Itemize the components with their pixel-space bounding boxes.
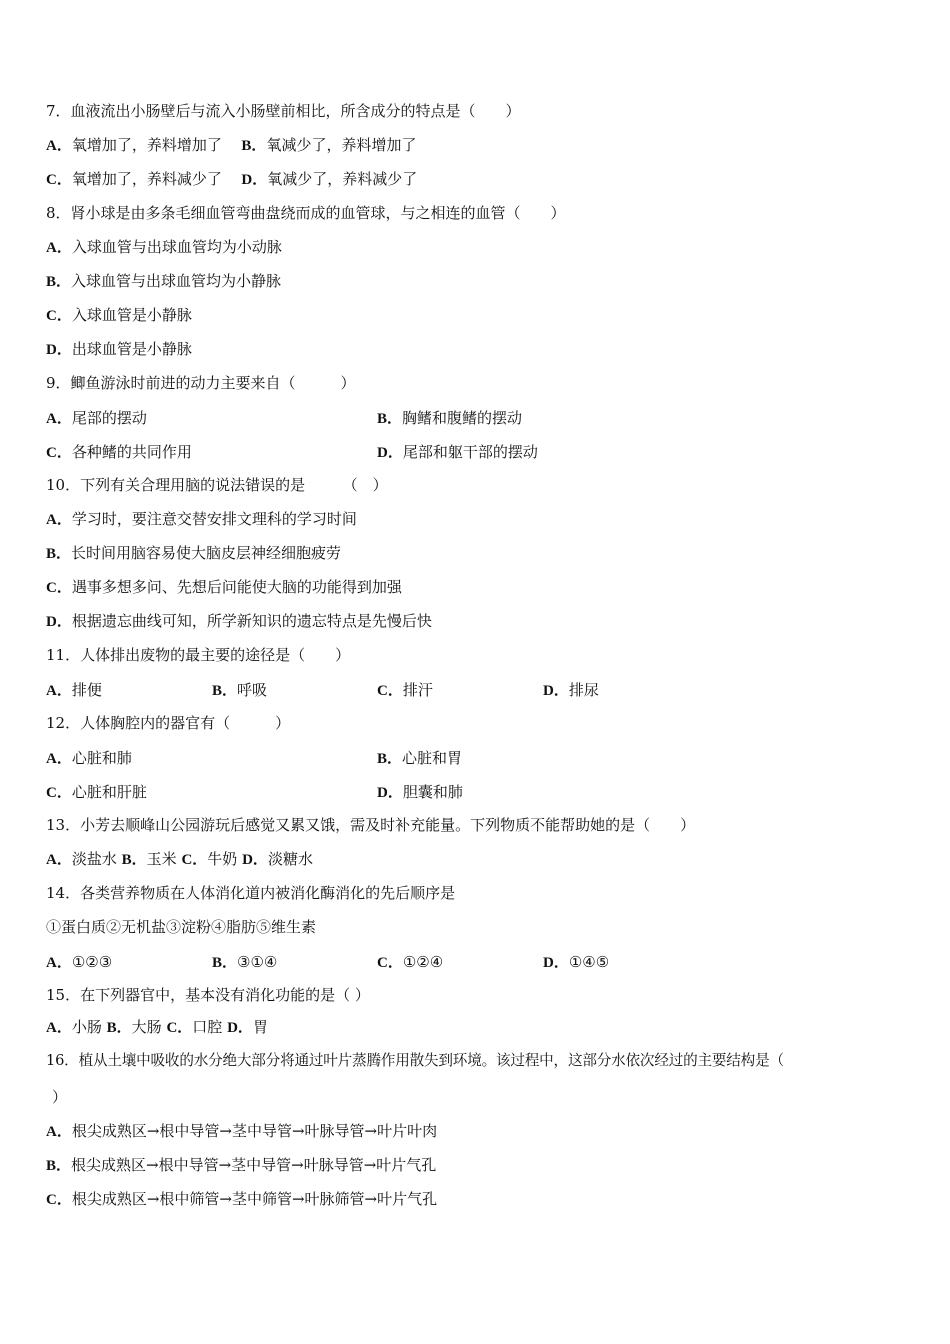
option-label: C． bbox=[377, 955, 403, 971]
question-14-items: ①蛋白质②无机盐③淀粉④脂肪⑤维生素 bbox=[46, 918, 317, 936]
option-text: 牛奶 bbox=[207, 850, 238, 868]
question-12-option-d bbox=[377, 781, 463, 802]
option-text: 玉米 bbox=[146, 850, 177, 868]
question-11-stem: 11．人体排出废物的最主要的途径是（ ） bbox=[46, 646, 351, 664]
option-text: 各种鳍的共同作用 bbox=[71, 443, 192, 461]
option-label: B． bbox=[106, 1020, 132, 1036]
option-text: ①②④ bbox=[402, 953, 444, 971]
option-label: B． bbox=[241, 138, 267, 154]
option-text: 遇事多想多问、先想后问能使大脑的功能得到加强 bbox=[71, 578, 402, 596]
option-text: 根尖成熟区→根中导管→茎中导管→叶脉导管→叶片气孔 bbox=[71, 1156, 437, 1174]
question-9-option-c bbox=[46, 441, 192, 462]
option-text: 根尖成熟区→根中导管→茎中导管→叶脉导管→叶片叶肉 bbox=[71, 1122, 438, 1140]
option-label: C． bbox=[46, 1192, 72, 1208]
option-label: A． bbox=[46, 512, 72, 528]
question-14-option-b bbox=[212, 951, 277, 972]
question-8-option-d bbox=[46, 339, 192, 360]
option-label: C． bbox=[181, 852, 208, 868]
option-label: C． bbox=[46, 445, 72, 461]
question-16-option-a bbox=[46, 1121, 437, 1142]
option-label: A． bbox=[46, 138, 72, 154]
option-label: D． bbox=[46, 342, 72, 358]
question-8-option-a bbox=[46, 237, 282, 258]
question-9-option-b bbox=[377, 407, 522, 428]
question-9-option-d bbox=[377, 441, 538, 462]
question-11-option-b bbox=[212, 679, 267, 700]
question-15-stem: 15．在下列器官中，基本没有消化功能的是（ ） bbox=[46, 986, 370, 1004]
option-text: 呼吸 bbox=[237, 681, 268, 699]
question-12-option-c bbox=[46, 781, 147, 802]
option-text: 胃 bbox=[252, 1018, 268, 1036]
option-text: 心脏和肺 bbox=[71, 749, 132, 767]
option-text: 胸鳍和腹鳍的摆动 bbox=[402, 409, 523, 427]
question-8-stem: 8．肾小球是由多条毛细血管弯曲盘绕而成的血管球，与之相连的血管（ ） bbox=[46, 204, 566, 222]
option-text: 心脏和肝脏 bbox=[71, 783, 147, 801]
option-text: 排便 bbox=[71, 681, 102, 699]
option-text: 根尖成熟区→根中筛管→茎中筛管→叶脉筛管→叶片气孔 bbox=[71, 1190, 438, 1208]
option-label: C． bbox=[46, 172, 72, 188]
option-label: A． bbox=[46, 751, 72, 767]
option-label: A． bbox=[46, 411, 72, 427]
question-7-options-row-1 bbox=[46, 135, 416, 156]
question-16-option-c bbox=[46, 1189, 437, 1210]
question-13-options bbox=[46, 849, 313, 870]
option-text: 排汗 bbox=[402, 681, 433, 699]
question-10-option-c bbox=[46, 577, 402, 598]
option-text: 排尿 bbox=[568, 681, 599, 699]
question-12-option-b bbox=[377, 747, 462, 768]
question-9-stem: 9．鲫鱼游泳时前进的动力主要来自（ ） bbox=[46, 374, 356, 392]
option-label: D． bbox=[377, 445, 403, 461]
option-text: 氧增加了，养料减少了 bbox=[71, 170, 222, 188]
question-16-stem-continued: ） bbox=[52, 1088, 68, 1106]
option-text: 氧减少了，养料增加了 bbox=[266, 136, 417, 154]
option-label: C． bbox=[46, 785, 72, 801]
option-text: ①②③ bbox=[71, 953, 113, 971]
option-label: D． bbox=[242, 852, 268, 868]
question-8-option-b bbox=[46, 271, 281, 292]
option-text: 入球血管与出球血管均为小静脉 bbox=[71, 272, 282, 290]
option-label: A． bbox=[46, 683, 72, 699]
question-11-option-c bbox=[377, 679, 433, 700]
option-label: A． bbox=[46, 852, 72, 868]
option-label: D． bbox=[46, 614, 72, 630]
option-label: C． bbox=[46, 580, 72, 596]
question-10-stem: 10．下列有关合理用脑的说法错误的是 （ ） bbox=[46, 476, 388, 494]
question-10-option-d bbox=[46, 611, 432, 632]
option-text: 尾部的摆动 bbox=[71, 409, 147, 427]
question-10-option-b bbox=[46, 543, 341, 564]
option-text: 入球血管是小静脉 bbox=[71, 306, 192, 324]
question-12-stem: 12．人体胸腔内的器官有（ ） bbox=[46, 714, 291, 732]
option-label: B． bbox=[377, 411, 403, 427]
option-label: B． bbox=[46, 1158, 72, 1174]
option-text: 学习时，要注意交替安排文理科的学习时间 bbox=[71, 510, 357, 528]
question-11-option-d bbox=[543, 679, 599, 700]
option-label: D． bbox=[543, 955, 569, 971]
question-12-option-a bbox=[46, 747, 132, 768]
option-label: B． bbox=[46, 546, 72, 562]
option-text: 氧增加了，养料增加了 bbox=[71, 136, 222, 154]
option-label: C． bbox=[166, 1020, 193, 1036]
option-text: 胆囊和肺 bbox=[402, 783, 463, 801]
option-text: 入球血管与出球血管均为小动脉 bbox=[71, 238, 282, 256]
option-label: B． bbox=[212, 955, 238, 971]
option-label: A． bbox=[46, 240, 72, 256]
option-label: A． bbox=[46, 1020, 72, 1036]
option-label: D． bbox=[241, 172, 268, 188]
option-label: A． bbox=[46, 1124, 72, 1140]
question-8-option-c bbox=[46, 305, 192, 326]
question-10-option-a bbox=[46, 509, 357, 530]
option-text: 口腔 bbox=[192, 1018, 223, 1036]
option-label: B． bbox=[212, 683, 238, 699]
option-label: D． bbox=[377, 785, 403, 801]
option-label: C． bbox=[377, 683, 403, 699]
question-7-options-row-2 bbox=[46, 169, 417, 190]
option-text: 出球血管是小静脉 bbox=[71, 340, 192, 358]
option-label: D． bbox=[227, 1020, 253, 1036]
option-text: ③①④ bbox=[237, 953, 278, 971]
option-text: 心脏和胃 bbox=[402, 749, 463, 767]
question-7-stem: 7．血液流出小肠壁后与流入小肠壁前相比，所含成分的特点是（ ） bbox=[46, 102, 521, 120]
option-text: 大肠 bbox=[131, 1018, 162, 1036]
question-15-options bbox=[46, 1017, 268, 1038]
option-label: C． bbox=[46, 308, 72, 324]
option-text: 根据遗忘曲线可知，所学新知识的遗忘特点是先慢后快 bbox=[71, 612, 432, 630]
option-label: B． bbox=[46, 274, 72, 290]
question-14-option-a bbox=[46, 951, 112, 972]
option-label: B． bbox=[121, 852, 147, 868]
question-16-option-b bbox=[46, 1155, 436, 1176]
question-14-option-d bbox=[543, 951, 609, 972]
question-14-stem: 14．各类营养物质在人体消化道内被消化酶消化的先后顺序是 bbox=[46, 884, 456, 902]
option-label: A． bbox=[46, 955, 72, 971]
question-9-option-a bbox=[46, 407, 147, 428]
option-text: 氧减少了，养料减少了 bbox=[267, 170, 418, 188]
option-text: 小肠 bbox=[71, 1018, 102, 1036]
option-text: 尾部和躯干部的摆动 bbox=[402, 443, 538, 461]
question-13-stem: 13．小芳去顺峰山公园游玩后感觉又累又饿，需及时补充能量。下列物质不能帮助她的是（ ） bbox=[46, 816, 696, 834]
option-label: B． bbox=[377, 751, 403, 767]
option-text: 长时间用脑容易使大脑皮层神经细胞疲劳 bbox=[71, 544, 342, 562]
question-11-option-a bbox=[46, 679, 102, 700]
option-text: 淡盐水 bbox=[71, 850, 117, 868]
question-16-stem: 16．植从土壤中吸收的水分绝大部分将通过叶片蒸腾作用散失到环境。该过程中，这部分水依次经过的主要结构是（ bbox=[46, 1052, 784, 1069]
option-label: D． bbox=[543, 683, 569, 699]
option-text: 淡糖水 bbox=[267, 850, 313, 868]
option-text: ①④⑤ bbox=[568, 953, 610, 971]
question-14-option-c bbox=[377, 951, 443, 972]
